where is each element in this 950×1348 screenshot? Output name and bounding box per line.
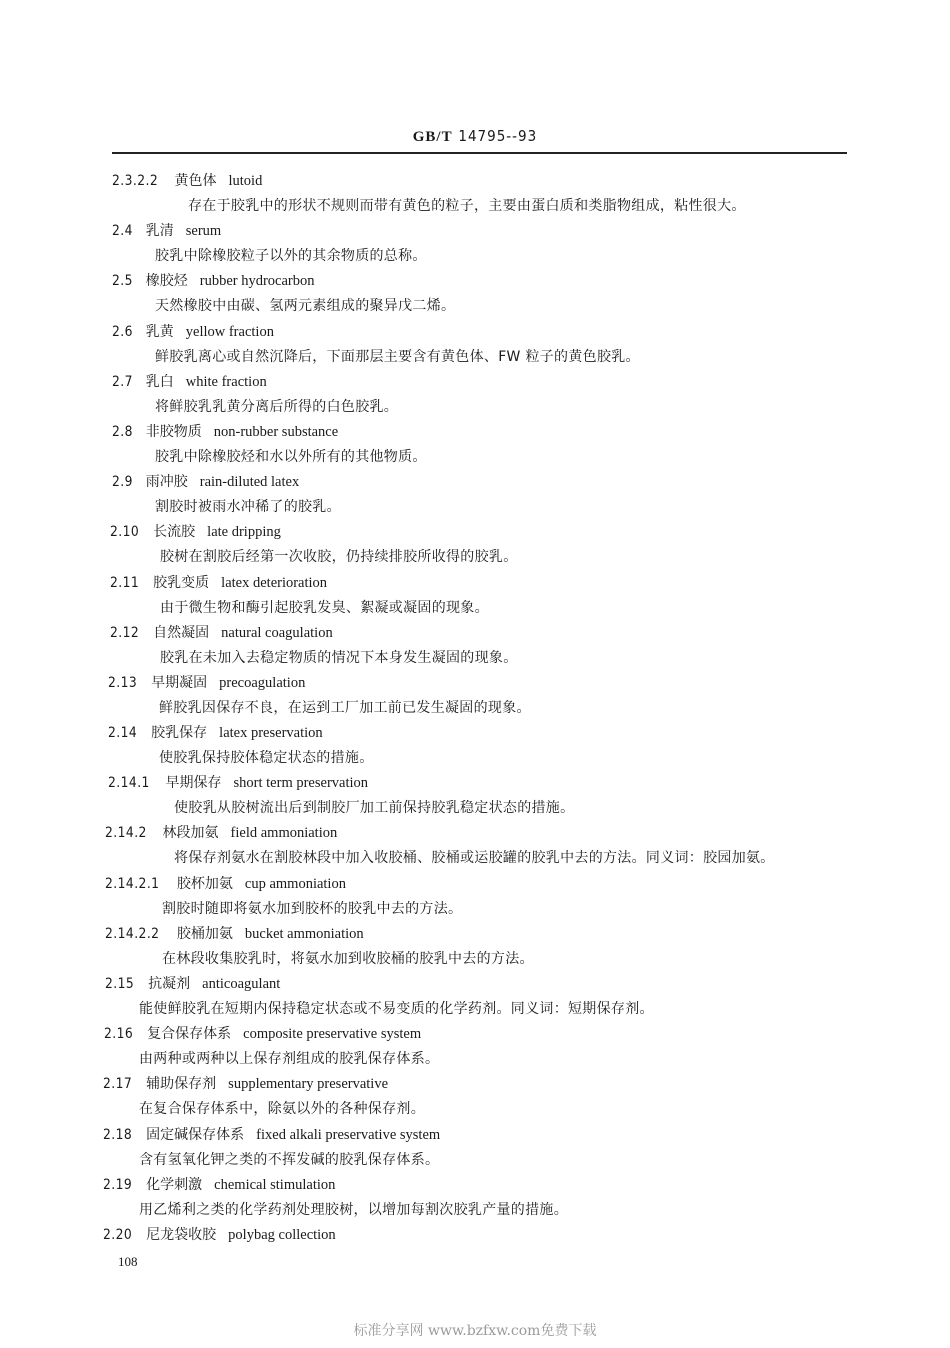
term-entry (0, 1220, 950, 1270)
term-entry (0, 216, 950, 266)
term-number: 2.3.2.2 (112, 173, 159, 189)
term-english: yellow fraction (185, 323, 274, 340)
term-heading (112, 321, 274, 341)
term-definition: 鲜胶乳因保存不良，在运到工厂加工前已发生凝固的现象。 (159, 699, 531, 716)
term-heading (112, 421, 338, 441)
term-number: 2.14.2.1 (105, 875, 160, 892)
term-entry (0, 969, 950, 1019)
term-number: 2.15 (105, 976, 135, 992)
term-english: latex preservation (219, 725, 323, 742)
term-entry (0, 718, 950, 768)
term-english: chemical stimulation (214, 1176, 336, 1193)
term-chinese: 辅助保存剂 (146, 1076, 217, 1093)
term-entry (0, 367, 950, 417)
term-entry (0, 1019, 950, 1069)
term-chinese: 尼龙袋收胶 (146, 1226, 217, 1243)
term-entry (0, 166, 950, 216)
term-entry (0, 869, 950, 919)
term-definition: 割胶时随即将氨水加到胶杯的胶乳中去的方法。 (162, 900, 463, 917)
term-entry (0, 417, 950, 467)
term-number: 2.4 (112, 223, 133, 240)
term-entry (0, 919, 950, 969)
term-heading (105, 923, 364, 943)
term-chinese: 长流胶 (153, 524, 196, 541)
term-definition: 由两种或两种以上保存剂组成的胶乳保存体系。 (139, 1051, 440, 1068)
term-english: rain-diluted latex (199, 474, 300, 491)
term-entry (0, 1170, 950, 1220)
term-heading (112, 371, 267, 391)
term-chinese: 抗凝剂 (148, 976, 191, 992)
term-heading (110, 572, 327, 592)
term-heading (105, 822, 337, 842)
term-english: latex deterioration (221, 574, 328, 591)
standard-number: 14795--93 (458, 127, 538, 145)
term-english: serum (185, 223, 222, 240)
term-number: 2.10 (110, 524, 140, 541)
term-number: 2.5 (112, 273, 133, 290)
term-definition: 天然橡胶中由碳、氢两元素组成的聚异戊二烯。 (155, 298, 456, 315)
term-entry (0, 668, 950, 718)
term-english: supplementary preservative (228, 1076, 389, 1093)
term-chinese: 自然凝固 (153, 624, 210, 641)
term-english: polybag collection (228, 1226, 336, 1243)
term-definition: 由于微生物和酶引起胶乳发臭、絮凝或凝固的现象。 (160, 599, 489, 616)
term-entry (0, 467, 950, 517)
term-chinese: 乳清 (145, 223, 174, 240)
term-entry (0, 768, 950, 818)
term-english: cup ammoniation (244, 875, 346, 892)
term-number: 2.19 (103, 1176, 133, 1193)
term-english: fixed alkali preservative system (256, 1126, 441, 1143)
term-heading (112, 270, 315, 290)
term-number: 2.14.1 (108, 775, 150, 792)
term-number: 2.18 (103, 1126, 133, 1143)
term-english: white fraction (185, 373, 267, 390)
term-english: composite preservative system (243, 1026, 422, 1043)
term-number: 2.11 (110, 574, 140, 591)
term-english: natural coagulation (221, 624, 333, 641)
term-chinese: 早期保存 (165, 775, 222, 792)
term-number: 2.9 (112, 474, 133, 491)
page-number: 108 (118, 1254, 138, 1269)
term-english: anticoagulant (202, 976, 281, 992)
term-entry (0, 1069, 950, 1119)
term-heading (108, 722, 323, 742)
term-english: precoagulation (219, 674, 306, 691)
term-number: 2.8 (112, 423, 133, 440)
term-entry (0, 818, 950, 868)
term-english: short term preservation (233, 775, 369, 792)
term-english: field ammoniation (230, 825, 338, 842)
term-english: non-rubber substance (213, 423, 339, 440)
term-number: 2.6 (112, 323, 133, 340)
term-number: 2.16 (104, 1026, 134, 1043)
term-heading (108, 672, 305, 692)
term-definition: 将鲜胶乳乳黄分离后所得的白色胶乳。 (155, 398, 399, 415)
term-definition: 鲜胶乳离心或自然沉降后，下面那层主要含有黄色体、FW 粒子的黄色胶乳。 (155, 348, 640, 365)
term-entry (0, 618, 950, 668)
term-entry (0, 568, 950, 618)
term-english: lutoid (228, 173, 263, 189)
term-chinese: 胶杯加氨 (176, 875, 233, 892)
term-number: 2.14 (108, 725, 138, 742)
term-heading (103, 1224, 336, 1244)
term-chinese: 非胶物质 (145, 423, 202, 440)
term-english: bucket ammoniation (244, 925, 364, 942)
term-definition: 能使鲜胶乳在短期内保持稳定状态或不易变质的化学药剂。同义词：短期保存剂。 (139, 1001, 654, 1017)
term-definition: 使胶乳从胶树流出后到制胶厂加工前保持胶乳稳定状态的措施。 (174, 800, 575, 817)
term-definition: 使胶乳保持胶体稳定状态的措施。 (159, 750, 374, 767)
term-entry (0, 266, 950, 316)
term-english: late dripping (207, 524, 281, 541)
term-definition: 将保存剂氨水在割胶林段中加入收胶桶、胶桶或运胶罐的胶乳中去的方法。同义词：胶园加氨。 (174, 850, 775, 867)
document-header (0, 127, 950, 146)
term-chinese: 早期凝固 (151, 674, 208, 691)
term-heading (105, 873, 346, 893)
term-chinese: 胶桶加氨 (176, 925, 233, 942)
term-number: 2.14.2.2 (105, 925, 160, 942)
term-heading (103, 1124, 440, 1144)
term-number: 2.14.2 (105, 825, 147, 842)
term-heading (108, 772, 368, 792)
term-definition: 胶乳在未加入去稳定物质的情况下本身发生凝固的现象。 (160, 649, 518, 666)
term-definition: 胶乳中除橡胶粒子以外的其余物质的总称。 (155, 248, 427, 265)
term-definition: 胶乳中除橡胶烃和水以外所有的其他物质。 (155, 448, 427, 465)
term-chinese: 胶乳变质 (153, 574, 210, 591)
term-heading (105, 973, 280, 993)
term-definition: 胶树在割胶后经第一次收胶，仍持续排胶所收得的胶乳。 (160, 549, 518, 566)
term-definition: 含有氢氧化钾之类的不挥发碱的胶乳保存体系。 (139, 1151, 440, 1168)
term-definition: 用乙烯利之类的化学药剂处理胶树，以增加每割次胶乳产量的措施。 (139, 1201, 568, 1218)
term-number: 2.12 (110, 624, 140, 641)
term-english: rubber hydrocarbon (199, 273, 315, 290)
term-chinese: 林段加氨 (162, 825, 219, 842)
term-heading (104, 1023, 421, 1043)
term-chinese: 橡胶烃 (145, 273, 188, 290)
term-heading (112, 471, 299, 491)
term-number: 2.13 (108, 674, 138, 691)
term-chinese: 乳白 (145, 373, 174, 390)
term-chinese: 复合保存体系 (147, 1026, 232, 1043)
term-list (0, 166, 950, 1270)
term-heading (103, 1073, 388, 1093)
term-definition: 在复合保存体系中，除氨以外的各种保存剂。 (139, 1101, 425, 1118)
term-chinese: 雨冲胶 (145, 474, 188, 491)
term-heading (112, 170, 262, 190)
term-definition: 在林段收集胶乳时，将氨水加到收胶桶的胶乳中去的方法。 (162, 950, 534, 967)
term-entry (0, 317, 950, 367)
standard-code: GB/T (412, 129, 453, 145)
term-number: 2.20 (103, 1226, 133, 1243)
term-chinese: 固定碱保存体系 (146, 1126, 245, 1143)
term-chinese: 胶乳保存 (151, 725, 208, 742)
term-number: 2.17 (103, 1076, 133, 1093)
term-heading (110, 622, 333, 642)
term-definition: 存在于胶乳中的形状不规则而带有黄色的粒子，主要由蛋白质和类脂物组成，粘性很大。 (188, 198, 746, 214)
term-heading (112, 220, 221, 240)
header-rule (112, 152, 847, 154)
term-definition: 割胶时被雨水冲稀了的胶乳。 (155, 499, 341, 516)
term-chinese: 黄色体 (174, 173, 217, 189)
term-heading (110, 521, 281, 541)
term-entry (0, 517, 950, 567)
term-heading (103, 1174, 335, 1194)
term-chinese: 乳黄 (145, 323, 174, 340)
term-chinese: 化学刺激 (146, 1176, 203, 1193)
watermark-link[interactable]: 标准分享网 www.bzfxw.com免费下载 (353, 1323, 597, 1339)
term-number: 2.7 (112, 373, 133, 390)
term-entry (0, 1120, 950, 1170)
